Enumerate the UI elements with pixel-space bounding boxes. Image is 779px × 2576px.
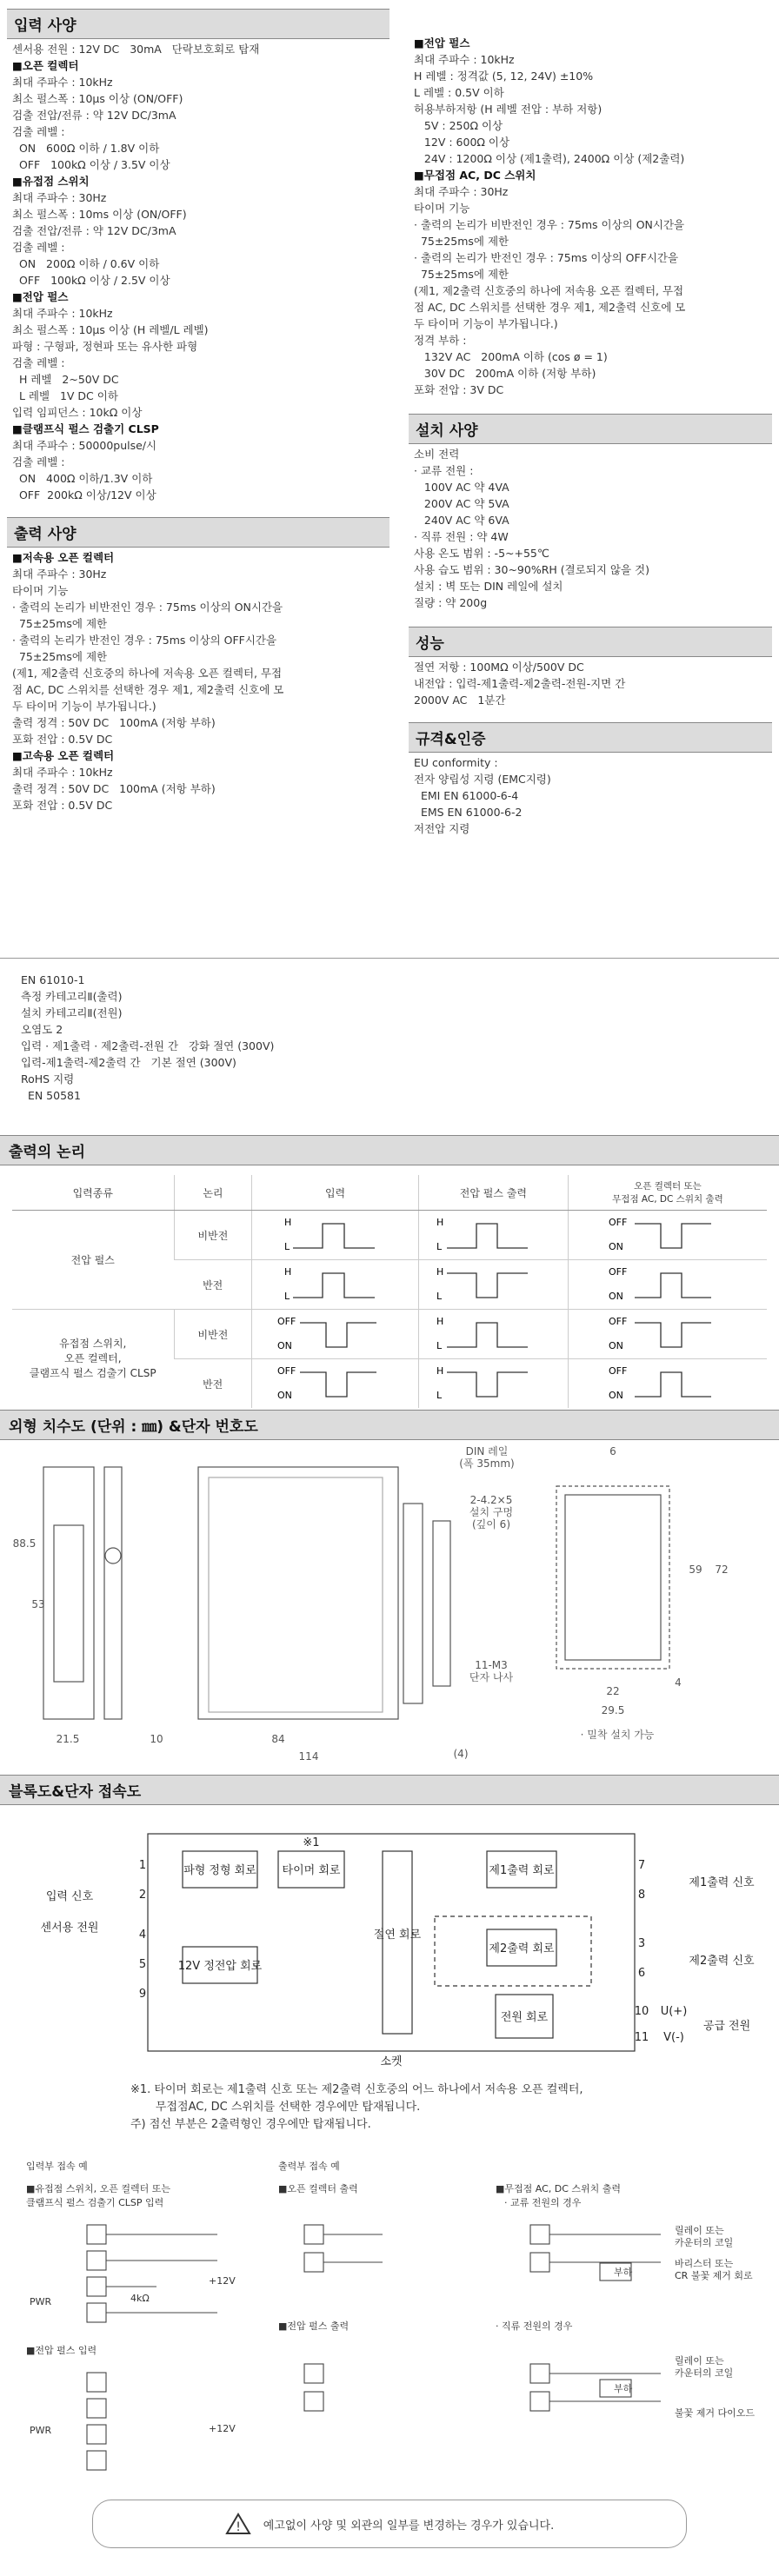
spec-line: ON 600Ω 이하 / 1.8V 이하 (12, 142, 160, 155)
spec-line: 검출 레벨 : (12, 455, 65, 468)
wave-oc-inv-2 (589, 1364, 746, 1402)
spec-line: 출력 정격 : 50V DC 100mA (저항 부하) (12, 716, 216, 729)
svg-text:릴레이 또는: 릴레이 또는 (675, 2225, 724, 2236)
sensor-power-label: 센서용 전원 (40, 1922, 99, 1935)
input-spec-lines (7, 39, 390, 505)
svg-text:불꽃 제거 다이오드: 불꽃 제거 다이오드 (675, 2407, 756, 2419)
svg-text:4kΩ: 4kΩ (130, 2293, 150, 2304)
spec-line: 설치 : 벽 또는 DIN 레일에 설치 (414, 580, 563, 593)
dim-4: 4 (675, 1676, 682, 1689)
wave-oc-inv (589, 1265, 746, 1303)
svg-text:H: H (436, 1265, 444, 1278)
svg-text:H: H (283, 1265, 291, 1278)
svg-text:L: L (283, 1290, 290, 1302)
spec-line: ■오픈 컬렉터 (12, 59, 79, 72)
svg-text:L: L (436, 1389, 443, 1401)
spec-line: · 교류 전원 : (414, 464, 474, 477)
spec-line: 내전압 : 입력-제1출력-제2출력-전원-지면 간 (414, 677, 626, 690)
spec-line: 전자 양립성 지령 (EMC지령) (414, 773, 551, 786)
wave-vout-inv-2 (428, 1364, 558, 1402)
logic-inverted-2: 반전 (174, 1359, 252, 1409)
spec-line: H 레벨 : 정격값 (5, 12, 24V) ±10% (414, 70, 594, 83)
svg-text:출력부 접속 예: 출력부 접속 예 (278, 2161, 340, 2172)
install-spec-heading: 설치 사양 (409, 414, 772, 444)
hole-label-3: (깊이 6) (472, 1518, 510, 1530)
divider (0, 958, 779, 959)
spec-line: ON 200Ω 이하 / 0.6V 이하 (12, 257, 160, 270)
supply-power-label: 공급 전원 (702, 2020, 751, 2033)
svg-text:1: 1 (138, 1859, 147, 1872)
wave-vout-inv (428, 1265, 558, 1303)
spec-line: 검출 전압/전류 : 약 12V DC/3mA (12, 224, 176, 237)
right-spec-column (409, 35, 772, 839)
svg-text:OFF: OFF (276, 1315, 296, 1327)
spec-line: 최대 주파수 : 10kHz (12, 307, 113, 320)
spec-line: 출력 정격 : 50V DC 100mA (저항 부하) (12, 782, 216, 795)
output-logic-table (12, 1175, 767, 1408)
svg-text:· 직류 전원의 경우: · 직류 전원의 경우 (496, 2320, 573, 2332)
svg-text:3: 3 (637, 1937, 646, 1950)
output2-circuit: 제2출력 회로 (489, 1942, 555, 1955)
wave-input-hl-1 (270, 1215, 401, 1253)
col-input: 입력 (252, 1175, 418, 1211)
spec-line: 포화 전압 : 0.5V DC (12, 799, 113, 812)
svg-text:부하: 부하 (614, 2267, 633, 2278)
dim-72: 72 (715, 1564, 729, 1576)
spec-line: 75±25ms에 제한 (414, 235, 509, 248)
spec-line: ■유접점 스위치 (12, 175, 90, 188)
socket-label: 소켓 (380, 2055, 403, 2068)
spec-line: 132V AC 200mA 이하 (cos ø = 1) (414, 350, 608, 363)
spec-line: · 출력의 논리가 반전인 경우 : 75ms 이상의 OFF시간을 (414, 251, 679, 264)
spec-line: 최대 주파수 : 30Hz (12, 191, 107, 204)
svg-text:8: 8 (637, 1889, 646, 1902)
svg-text:· 교류 전원의 경우: · 교류 전원의 경우 (504, 2197, 582, 2208)
svg-text:OFF: OFF (276, 1364, 296, 1377)
screw-label-2: 단자 나사 (469, 1671, 514, 1683)
screw-label: 11-M3 (475, 1659, 508, 1671)
svg-text:7: 7 (637, 1859, 646, 1872)
spec-line: 센서용 전원 : 12V DC 30mA 단락보호회로 탑재 (12, 43, 260, 56)
svg-text:클램프식 펄스 검출기 CLSP 입력: 클램프식 펄스 검출기 CLSP 입력 (26, 2197, 164, 2208)
spec-line: 24V : 1200Ω 이상 (제1출력), 2400Ω 이상 (제2출력) (414, 152, 685, 165)
hole-label: 2-4.2×5 (469, 1494, 513, 1506)
spec-line: 설치 카테고리Ⅱ(전원) (21, 1006, 123, 1019)
svg-text:PWR: PWR (30, 2425, 52, 2436)
spec-line: · 출력의 논리가 반전인 경우 : 75ms 이상의 OFF시간을 (12, 634, 277, 647)
spec-line: 최대 주파수 : 30Hz (12, 568, 107, 581)
logic-heading: 출력의 논리 (0, 1135, 779, 1165)
hole-label-2: 설치 구멍 (469, 1506, 514, 1518)
svg-text:6: 6 (637, 1967, 646, 1980)
svg-text:입력부 접속 예: 입력부 접속 예 (26, 2161, 88, 2172)
spec-line: ON 400Ω 이하/1.3V 이하 (12, 472, 153, 485)
spec-line: 두 타이머 기능이 부가됩니다.) (414, 317, 558, 330)
dim-6: 6 (609, 1445, 616, 1457)
svg-text:L: L (436, 1240, 443, 1252)
svg-text:■무접점 AC, DC 스위치 출력: ■무접점 AC, DC 스위치 출력 (496, 2183, 622, 2194)
svg-text:카운터의 코일: 카운터의 코일 (675, 2237, 734, 2248)
spec-line: ■전압 펄스 (414, 37, 470, 50)
din-label: DIN 레일 (465, 1445, 509, 1457)
svg-text:■오픈 컬렉터 출력: ■오픈 컬렉터 출력 (278, 2183, 358, 2194)
svg-text:L: L (436, 1290, 443, 1302)
dimension-drawing (0, 1443, 779, 1764)
block-diagram-heading: 블록도&단자 접속도 (0, 1775, 779, 1805)
svg-text:+12V: +12V (209, 2275, 236, 2287)
standards-heading: 규격&인증 (409, 722, 772, 753)
svg-text:ON: ON (276, 1389, 292, 1401)
spec-line: 타이머 기능 (414, 202, 470, 215)
output1-signal-label: 제1출력 신호 (689, 1876, 755, 1889)
dim-59: 59 (689, 1564, 702, 1576)
spec-line: 최소 펄스폭 : 10ms 이상 (ON/OFF) (12, 208, 187, 221)
dim-114: 114 (298, 1750, 319, 1763)
spec-line: · 직류 전원 : 약 4W (414, 530, 509, 543)
spec-line: 240V AC 약 6VA (414, 514, 509, 527)
svg-text:+12V: +12V (209, 2423, 236, 2434)
spec-line: 점 AC, DC 스위치를 선택한 경우 제1, 제2출력 신호에 모 (12, 683, 284, 696)
spec-line: 75±25ms에 제한 (414, 268, 509, 281)
svg-text:H: H (436, 1216, 444, 1228)
spec-line: 검출 레벨 : (12, 125, 65, 138)
svg-text:ON: ON (608, 1389, 623, 1401)
isolation-circuit: 절연 회로 (373, 1929, 422, 1942)
spec-line: 입력-제1출력-제2출력 간 기본 절연 (300V) (21, 1056, 236, 1069)
spec-line: 점 AC, DC 스위치를 선택한 경우 제1, 제2출력 신호에 모 (414, 301, 686, 314)
svg-text:4: 4 (138, 1929, 147, 1942)
spec-line: H 레벨 2~50V DC (12, 373, 119, 386)
svg-text:■전압 펄스 출력: ■전압 펄스 출력 (278, 2320, 350, 2332)
col-voltage-pulse-output: 전압 펄스 출력 (418, 1175, 568, 1211)
svg-text:L: L (283, 1240, 290, 1252)
din-width: (폭 35mm) (459, 1457, 515, 1470)
input-spec-heading: 입력 사양 (7, 9, 390, 39)
spec-line: 두 타이머 기능이 부가됩니다.) (12, 700, 156, 713)
note-1: ※1. 타이머 회로는 제1출력 신호 또는 제2출력 신호중의 어느 하나에서 저속용 오픈 컬렉터, (130, 2083, 583, 2096)
spec-line: OFF 100kΩ 이상 / 3.5V 이상 (12, 158, 170, 171)
timer-circuit: 타이머 회로 (282, 1864, 341, 1877)
spec-line: 입력 · 제1출력 · 제2출력-전원 간 강화 절연 (300V) (21, 1039, 275, 1052)
wave-input-onoff-1 (270, 1314, 401, 1352)
svg-text:ON: ON (608, 1290, 623, 1302)
spec-line: 오염도 2 (21, 1023, 63, 1036)
output-spec-lines-continued (409, 35, 772, 398)
spec-line: EMI EN 61000-6-4 (414, 789, 519, 802)
spec-line: 소비 전력 (414, 448, 460, 461)
spec-line: 파형 : 구형파, 정현파 또는 유사한 파형 (12, 340, 198, 353)
svg-text:L: L (436, 1339, 443, 1351)
col-oc-output: 오픈 컬렉터 또는 무접점 AC, DC 스위치 출력 (568, 1175, 767, 1211)
svg-text:OFF: OFF (608, 1265, 628, 1278)
logic-inverted: 반전 (174, 1260, 252, 1310)
spec-line: 허용부하저항 (H 레벨 전압 : 부하 저항) (414, 103, 603, 116)
spec-line: (제1, 제2출력 신호중의 하나에 저속용 오픈 컬렉터, 무접 (414, 284, 684, 297)
svg-text:ON: ON (276, 1339, 292, 1351)
spec-line: 검출 전압/전류 : 약 12V DC/3mA (12, 109, 176, 122)
spec-line: EN 50581 (21, 1089, 81, 1102)
block-diagram (0, 1808, 779, 2068)
row-contact-group-label: 유접점 스위치, 오픈 컬렉터, 클램프식 펄스 검출기 CLSP (12, 1310, 174, 1409)
wave-vout-nonin (428, 1215, 558, 1253)
spec-line: 최대 주파수 : 50000pulse/시 (12, 439, 157, 452)
left-spec-column (7, 9, 390, 815)
svg-text:■유접점 스위치, 오픈 컬렉터 또는: ■유접점 스위치, 오픈 컬렉터 또는 (26, 2183, 171, 2194)
svg-text:5: 5 (138, 1958, 147, 1971)
col-input-type: 입력종류 (12, 1175, 174, 1211)
svg-text:H: H (436, 1315, 444, 1327)
svg-text:카운터의 코일: 카운터의 코일 (675, 2367, 734, 2379)
wave-oc-nonin-2 (589, 1314, 746, 1352)
spec-line: ■클램프식 펄스 검출기 CLSP (12, 422, 159, 435)
spec-line: 타이머 기능 (12, 584, 69, 597)
shape-circuit: 파형 정형 회로 (183, 1864, 256, 1877)
svg-text:OFF: OFF (608, 1364, 628, 1377)
dim-10: 10 (150, 1733, 163, 1745)
regulator-circuit: 12V 정전압 회로 (177, 1960, 263, 1973)
svg-text:바리스터 또는: 바리스터 또는 (675, 2258, 734, 2269)
spec-line: 입력 임피던스 : 10kΩ 이상 (12, 406, 143, 419)
svg-text:PWR: PWR (30, 2296, 52, 2307)
row-voltage-pulse-label: 전압 펄스 (12, 1211, 174, 1310)
svg-text:CR 불꽃 제거 회로: CR 불꽃 제거 회로 (675, 2270, 753, 2281)
output-spec-lines (7, 548, 390, 815)
spec-line: 저전압 지령 (414, 822, 470, 835)
warning-text: 예고없이 사양 및 외관의 일부를 변경하는 경우가 있습니다. (263, 2519, 555, 2533)
spec-line: 75±25ms에 제한 (12, 650, 108, 663)
performance-heading: 성능 (409, 627, 772, 657)
dim-22: 22 (606, 1685, 620, 1697)
svg-text:ON: ON (608, 1240, 623, 1252)
warning-box (92, 2500, 687, 2548)
spec-line: 2000V AC 1분간 (414, 694, 506, 707)
input-signal-label: 입력 신호 (45, 1890, 94, 1903)
u-plus-label: U(+) (660, 2005, 688, 2018)
spec-line: 최대 주파수 : 10kHz (12, 76, 113, 89)
dim-4p: (4) (453, 1748, 469, 1760)
spec-line: 최대 주파수 : 30Hz (414, 185, 509, 198)
spec-line: 최대 주파수 : 10kHz (414, 53, 515, 66)
performance-lines (409, 657, 772, 710)
dim-53: 53 (31, 1598, 45, 1610)
standards-lines (409, 753, 772, 839)
svg-text:H: H (436, 1364, 444, 1377)
spec-line: 질량 : 약 200g (414, 596, 488, 609)
spec-line: 절연 저항 : 100MΩ 이상/500V DC (414, 661, 584, 674)
dim-21-5: 21.5 (56, 1733, 80, 1745)
svg-text:■전압 펄스 입력: ■전압 펄스 입력 (26, 2345, 97, 2356)
spec-line: · 출력의 논리가 비반전인 경우 : 75ms 이상의 ON시간을 (12, 601, 283, 614)
spec-line: 최소 펄스폭 : 10μs 이상 (ON/OFF) (12, 92, 183, 105)
wave-vout-nonin-2 (428, 1314, 558, 1352)
timer-note-mark: ※1 (303, 1836, 320, 1849)
spec-line: OFF 200kΩ 이상/12V 이상 (12, 488, 156, 501)
install-spec-lines (409, 444, 772, 613)
svg-text:H: H (283, 1216, 291, 1228)
svg-text:9: 9 (138, 1988, 147, 2001)
spec-line: 75±25ms에 제한 (12, 617, 108, 630)
logic-non-inverted: 비반전 (174, 1211, 252, 1260)
dim-29-5: 29.5 (601, 1704, 625, 1716)
spec-line: 200V AC 약 5VA (414, 497, 509, 510)
logic-non-inverted-2: 비반전 (174, 1310, 252, 1359)
wave-input-hl-2 (270, 1265, 401, 1303)
connection-examples (0, 2155, 779, 2477)
note-2: 무접점AC, DC 스위치를 선택한 경우에만 탑재됩니다. (130, 2101, 421, 2114)
spec-line: 사용 온도 범위 : -5~+55℃ (414, 547, 549, 560)
spec-line: 30V DC 200mA 이하 (저항 부하) (414, 367, 596, 380)
spec-line: EU conformity : (414, 756, 498, 769)
svg-text:10: 10 (634, 2005, 649, 2018)
svg-text:부하: 부하 (614, 2383, 633, 2394)
dim-84: 84 (271, 1733, 285, 1745)
dim-88-5: 88.5 (12, 1537, 37, 1550)
spec-line: 측정 카테고리Ⅱ(출력) (21, 990, 123, 1003)
spec-line: 12V : 600Ω 이상 (414, 136, 510, 149)
spec-line: 사용 습도 범위 : 30~90%RH (결로되지 않을 것) (414, 563, 650, 576)
svg-text:!: ! (235, 2520, 241, 2534)
svg-text:ON: ON (608, 1339, 623, 1351)
svg-text:OFF: OFF (608, 1216, 628, 1228)
warning-icon (225, 2513, 251, 2535)
spec-line: OFF 100kΩ 이상 / 2.5V 이상 (12, 274, 170, 287)
v-minus-label: V(-) (663, 2031, 684, 2044)
spec-line: ■전압 펄스 (12, 290, 69, 303)
output-spec-heading: 출력 사양 (7, 517, 390, 548)
note-3: 주) 점선 부분은 2출력형인 경우에만 탑재됩니다. (130, 2118, 371, 2131)
spec-line: RoHS 지령 (21, 1072, 75, 1086)
spec-line: 검출 레벨 : (12, 241, 65, 254)
spec-line: ■무접점 AC, DC 스위치 (414, 169, 536, 182)
spec-line: EN 61010-1 (21, 973, 85, 986)
standards-continued (21, 972, 543, 1104)
spec-line: 최소 펄스폭 : 10μs 이상 (H 레벨/L 레벨) (12, 323, 209, 336)
spec-line: EMS EN 61000-6-2 (414, 806, 523, 819)
spec-line: ■저속용 오픈 컬렉터 (12, 551, 115, 564)
spec-line: 최대 주파수 : 10kHz (12, 766, 113, 779)
spec-line: L 레벨 : 0.5V 이하 (414, 86, 504, 99)
spec-line: L 레벨 1V DC 이하 (12, 389, 118, 402)
wave-input-onoff-2 (270, 1364, 401, 1402)
dimensions-heading: 외형 치수도 (단위 : ㎜) &단자 번호도 (0, 1410, 779, 1440)
svg-text:OFF: OFF (608, 1315, 628, 1327)
close-install-note: · 밀착 설치 가능 (580, 1729, 655, 1741)
spec-line: 5V : 250Ω 이상 (414, 119, 503, 132)
output2-signal-label: 제2출력 신호 (689, 1955, 755, 1968)
wave-oc-nonin (589, 1215, 746, 1253)
spec-line: (제1, 제2출력 신호중의 하나에 저속용 오픈 컬렉터, 무접 (12, 667, 283, 680)
svg-text:2: 2 (138, 1889, 147, 1902)
spec-line: 포화 전압 : 0.5V DC (12, 733, 113, 746)
output1-circuit: 제1출력 회로 (489, 1864, 555, 1877)
svg-text:릴레이 또는: 릴레이 또는 (675, 2355, 724, 2367)
spec-line: 포화 전압 : 3V DC (414, 383, 504, 396)
power-circuit: 전원 회로 (500, 2011, 549, 2024)
spec-line: 검출 레벨 : (12, 356, 65, 369)
svg-text:11: 11 (634, 2031, 649, 2044)
col-logic: 논리 (174, 1175, 252, 1211)
spec-line: 100V AC 약 4VA (414, 481, 509, 494)
spec-line: · 출력의 논리가 비반전인 경우 : 75ms 이상의 ON시간을 (414, 218, 685, 231)
spec-line: ■고속용 오픈 컬렉터 (12, 749, 115, 762)
spec-line: 정격 부하 : (414, 334, 467, 347)
